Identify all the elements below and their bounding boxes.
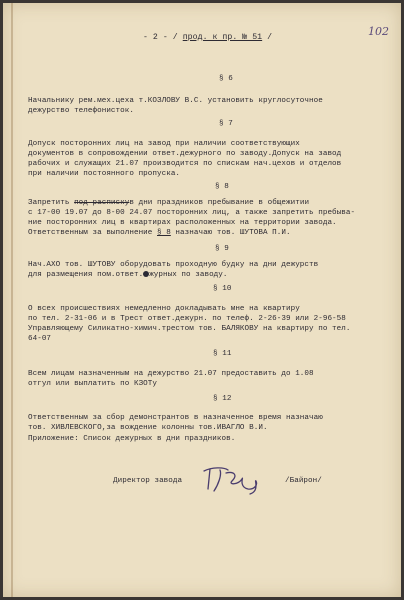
section-11-line: Всем лицам назначенным на дежурство 21.07 предоставить до 1.08 [28, 370, 314, 378]
section-7-line: при наличии постоянного пропуска. [28, 170, 181, 178]
page-header [143, 33, 272, 43]
section-6-line: Начальнику рем.мех.цеха т.КОЗЛОВУ В.С. установить круглосуточное [28, 97, 323, 105]
section-7-line: Допуск посторонних лиц на завод при наличии соответствующих [28, 140, 300, 148]
appendix-line: Приложение: Список дежурных в дни праздников. [28, 435, 236, 443]
section-8-mark: § 8 [215, 183, 229, 191]
document-page [3, 3, 401, 597]
section-8-line: Запретить под распискув дни праздников пребывание в общежитии [28, 199, 310, 207]
section-8-line: с 17-00 19.07 до 8-00 24.07 посторонних лиц, а также запретить пребыва- [28, 209, 356, 217]
section-7-line: рабочих и служащих 21.07 производится по спискам нач.цехов и отделов [28, 160, 342, 168]
struck-text: под расписку [74, 199, 130, 207]
continuation-note: прод. к пр. № 51 [182, 33, 263, 42]
section-11-mark: § 11 [213, 350, 232, 358]
section-9-line: для размещения пом.ответ. журных по заводу. [28, 271, 228, 279]
section-9-mark: § 9 [215, 245, 229, 253]
section-12-line: Ответственным за сбор демонстрантов в назначенное время назначаю [28, 414, 323, 422]
section-6-mark: § 6 [219, 75, 233, 83]
section-10-mark: § 10 [213, 285, 232, 293]
section-10-line: 64-07 [28, 335, 52, 343]
handwritten-signature [198, 461, 268, 497]
section-7-mark: § 7 [219, 120, 233, 128]
section-11-line: отгул или выплатить по КЗОТу [28, 380, 157, 388]
section-8-line: Ответственным за выполнение § 8 назначаю тов. ШУТОВА П.И. [28, 229, 291, 237]
section-10-line: по тел. 2-31-06 и в Трест ответ.дежурн. по телеф. 2-26-39 или 2-96-58 [28, 315, 346, 323]
section-7-line: документов в сопровождении ответ.дежурного по заводу.Допуск на завод [28, 150, 342, 158]
section-10-line: О всех происшествиях немедленно докладывать мне на квартиру [28, 305, 300, 313]
section-6-line: дежурство телефонисток. [28, 107, 134, 115]
section-8-line: ние посторонних лиц в квартирах расположенных на территории завода. [28, 219, 337, 227]
folio-number: 102 [368, 25, 389, 38]
header-closing: / [262, 33, 273, 42]
page-number: - 2 - / [143, 33, 183, 42]
section-12-line: тов. ХИВЛЕВСКОГО,за вождение колонны тов.ИВАГЛО В.И. [28, 424, 268, 432]
section-10-line: Управляющему Силикатно-химич.трестом тов. БАЛЯКОВУ на квартиру по тел. [28, 325, 351, 333]
section-9-line: Нач.АХО тов. ШУТОВУ оборудовать проходную будку на дни дежурств [28, 261, 319, 269]
page-fold [11, 3, 13, 597]
signatory-name: /Байрон/ [285, 477, 322, 485]
section-12-mark: § 12 [213, 395, 232, 403]
signatory-title: Директор завода [113, 477, 183, 485]
